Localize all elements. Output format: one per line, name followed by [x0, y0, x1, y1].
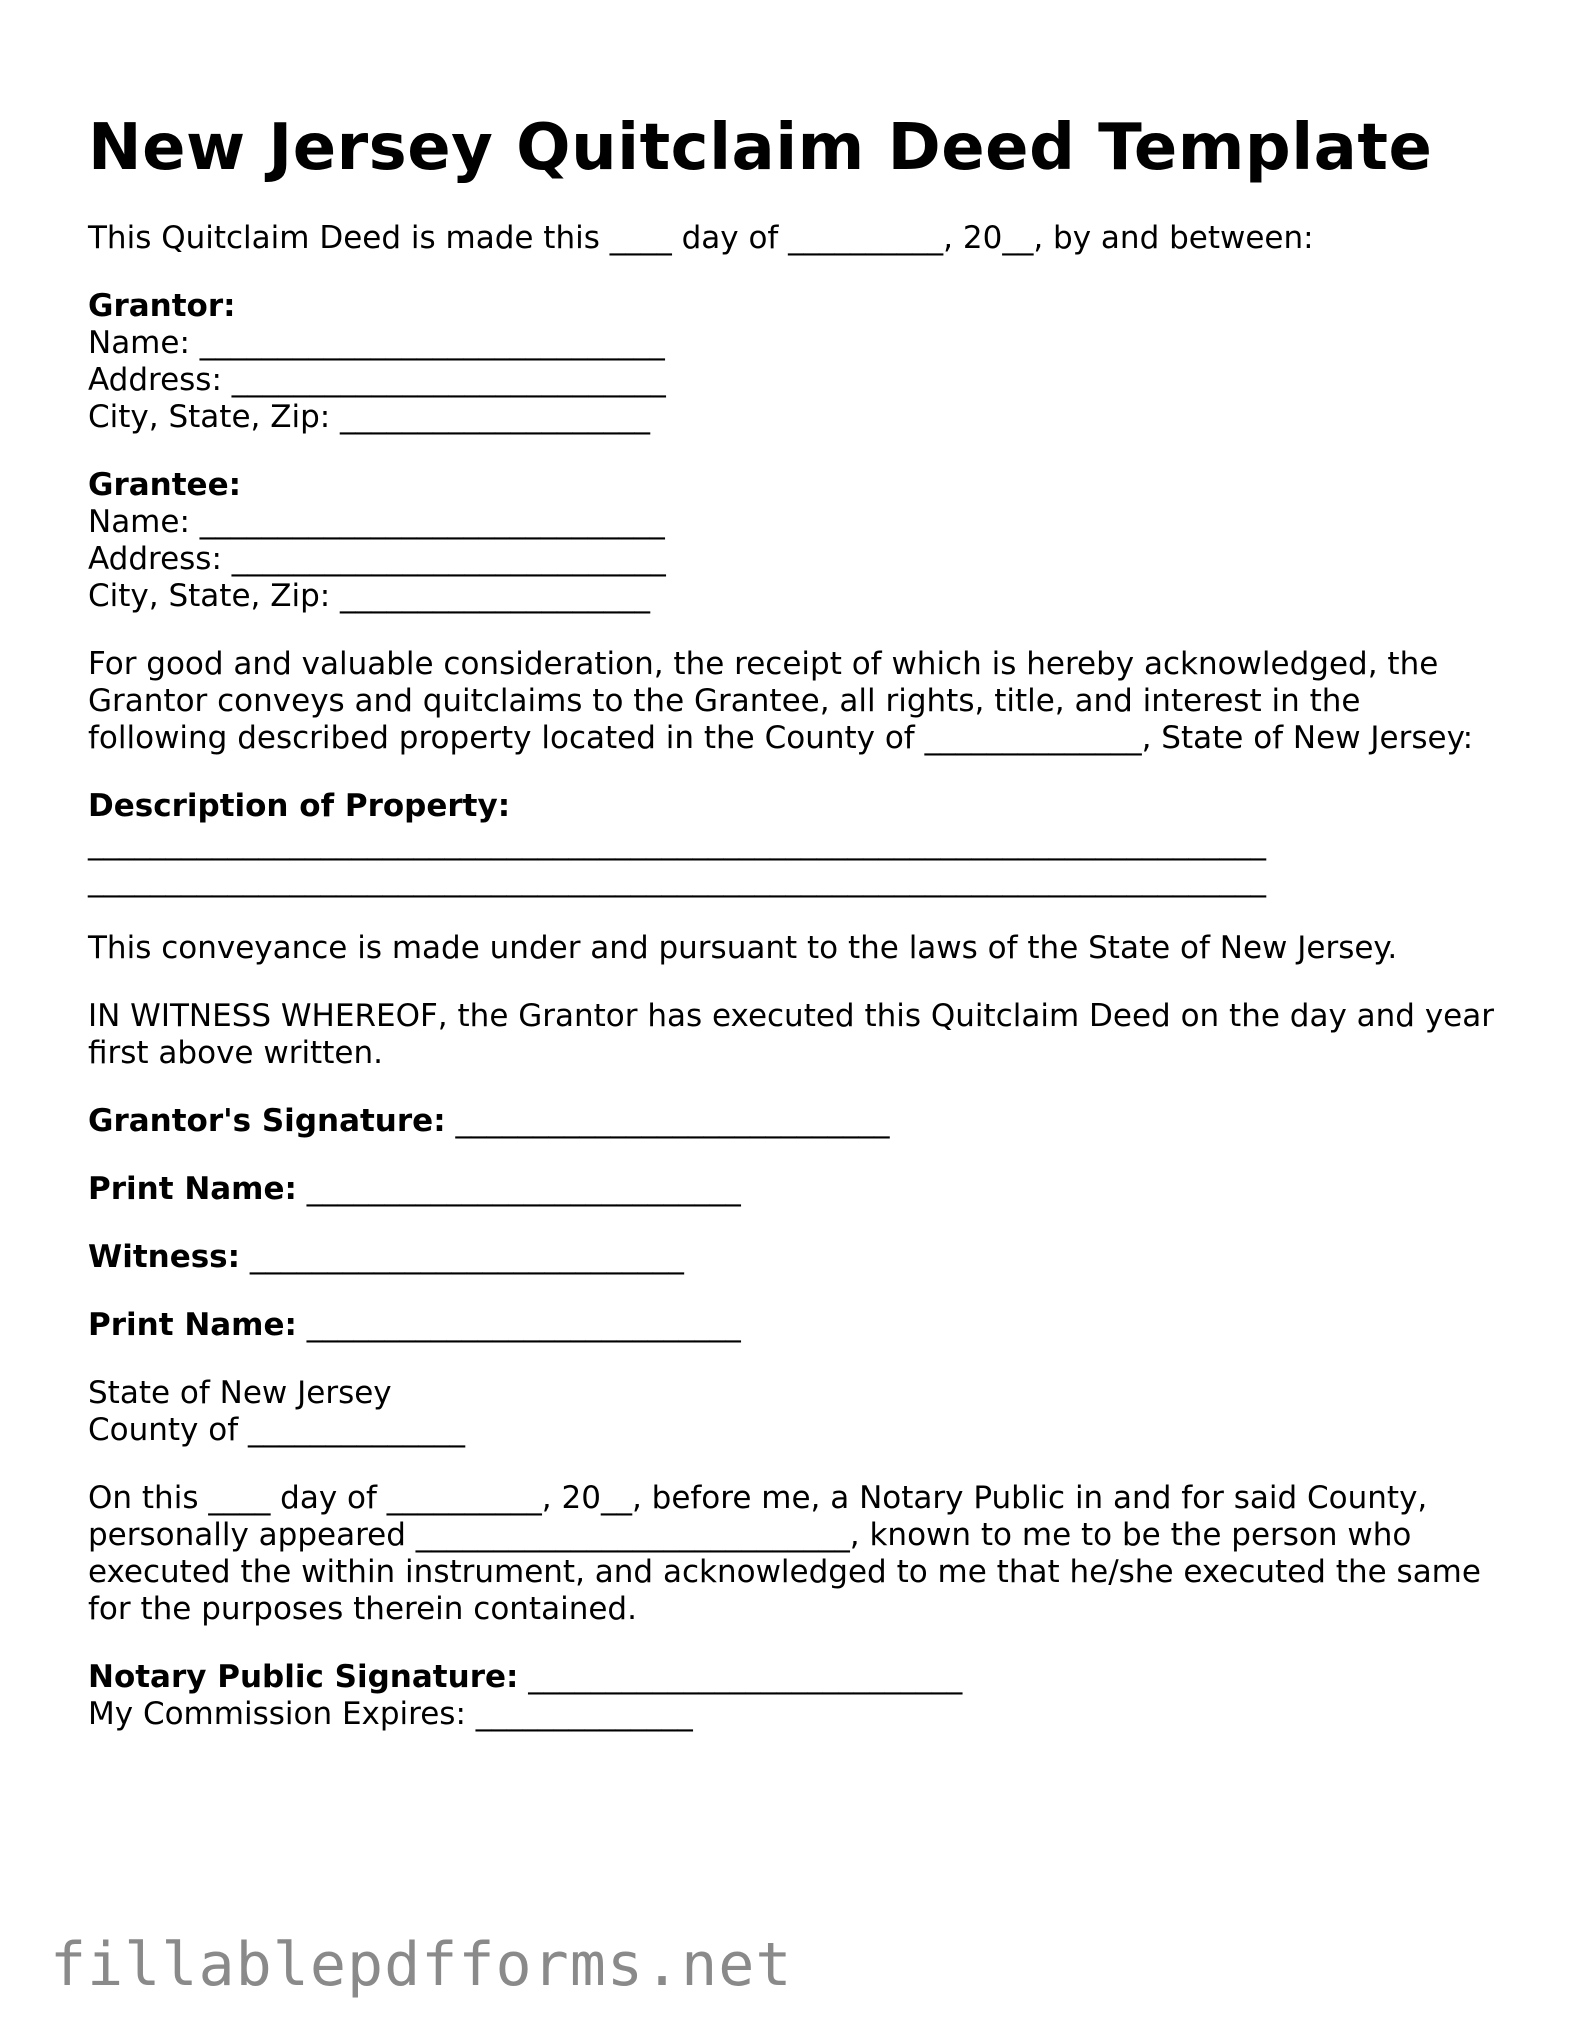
print-name-line-2[interactable]: ____________________________ — [296, 1307, 741, 1343]
grantor-address-field[interactable]: Address: ____________________________ — [88, 362, 666, 398]
consideration-paragraph: For good and valuable consideration, the receipt of which is hereby acknowledged, the Grantor conveys and quitclaims to the Grantee, all rights, title, and interest in the following described property located in the County of ______________, State of New Jersey: — [88, 646, 1474, 756]
property-line-1[interactable]: ____________________________________________________________________________ — [88, 825, 1266, 861]
commission-expires-field[interactable]: My Commission Expires: ______________ — [88, 1696, 693, 1732]
witness-field[interactable] — [88, 1239, 1508, 1276]
grantor-signature-field[interactable] — [88, 1103, 1508, 1140]
grantee-address-field[interactable]: Address: ____________________________ — [88, 541, 666, 577]
notary-venue — [88, 1375, 1508, 1449]
grantor-city-field[interactable]: City, State, Zip: ____________________ — [88, 399, 651, 435]
print-name-field-2[interactable] — [88, 1307, 1508, 1344]
watermark-text: fillablepdfforms.net — [50, 1930, 793, 2000]
grantor-name-field[interactable]: Name: ______________________________ — [88, 325, 665, 361]
witness-line[interactable]: ____________________________ — [240, 1239, 684, 1275]
print-name-field-1[interactable] — [88, 1171, 1508, 1208]
notary-section — [88, 1659, 1508, 1733]
notary-signature-field[interactable] — [88, 1659, 1508, 1696]
grantor-section — [88, 288, 1508, 436]
print-name-line-1[interactable]: ____________________________ — [296, 1171, 741, 1207]
venue-state: State of New Jersey — [88, 1375, 392, 1411]
page-title: New Jersey Quitclaim Deed Template — [88, 111, 1433, 185]
grantor-signature-line[interactable]: ____________________________ — [445, 1103, 890, 1139]
grantee-section — [88, 467, 1508, 615]
property-line-2[interactable]: ____________________________________________________________________________ — [88, 862, 1266, 898]
venue-county-field[interactable]: County of ______________ — [88, 1412, 465, 1448]
notary-signature-label: Notary Public Signature: — [88, 1659, 519, 1695]
property-heading: Description of Property: — [88, 788, 511, 824]
print-name-label-1: Print Name: — [88, 1171, 297, 1207]
conveyance-paragraph: This conveyance is made under and pursuant to the laws of the State of New Jersey. — [88, 930, 1398, 966]
grantor-heading: Grantor: — [88, 288, 236, 324]
property-section — [88, 788, 1508, 899]
document-page — [88, 108, 1508, 1733]
print-name-label-2: Print Name: — [88, 1307, 297, 1343]
grantor-signature-label: Grantor's Signature: — [88, 1103, 446, 1139]
notary-signature-line[interactable]: ____________________________ — [518, 1659, 963, 1695]
intro-text: This Quitclaim Deed is made this ____ day of __________, 20__, by and between: — [88, 220, 1314, 256]
grantee-city-field[interactable]: City, State, Zip: ____________________ — [88, 578, 651, 614]
grantee-heading: Grantee: — [88, 467, 241, 503]
acknowledgment-paragraph: On this ____ day of __________, 20__, before me, a Notary Public in and for said County, personally appeared ____________________________, known to me to be the person who executed the within instrument, and acknowledged to me that he/she executed the same for the purposes therein contained. — [88, 1480, 1481, 1627]
witness-label: Witness: — [88, 1239, 241, 1275]
witness-clause: IN WITNESS WHEREOF, the Grantor has executed this Quitclaim Deed on the day and year first above written. — [88, 998, 1494, 1071]
grantee-name-field[interactable]: Name: ______________________________ — [88, 504, 665, 540]
